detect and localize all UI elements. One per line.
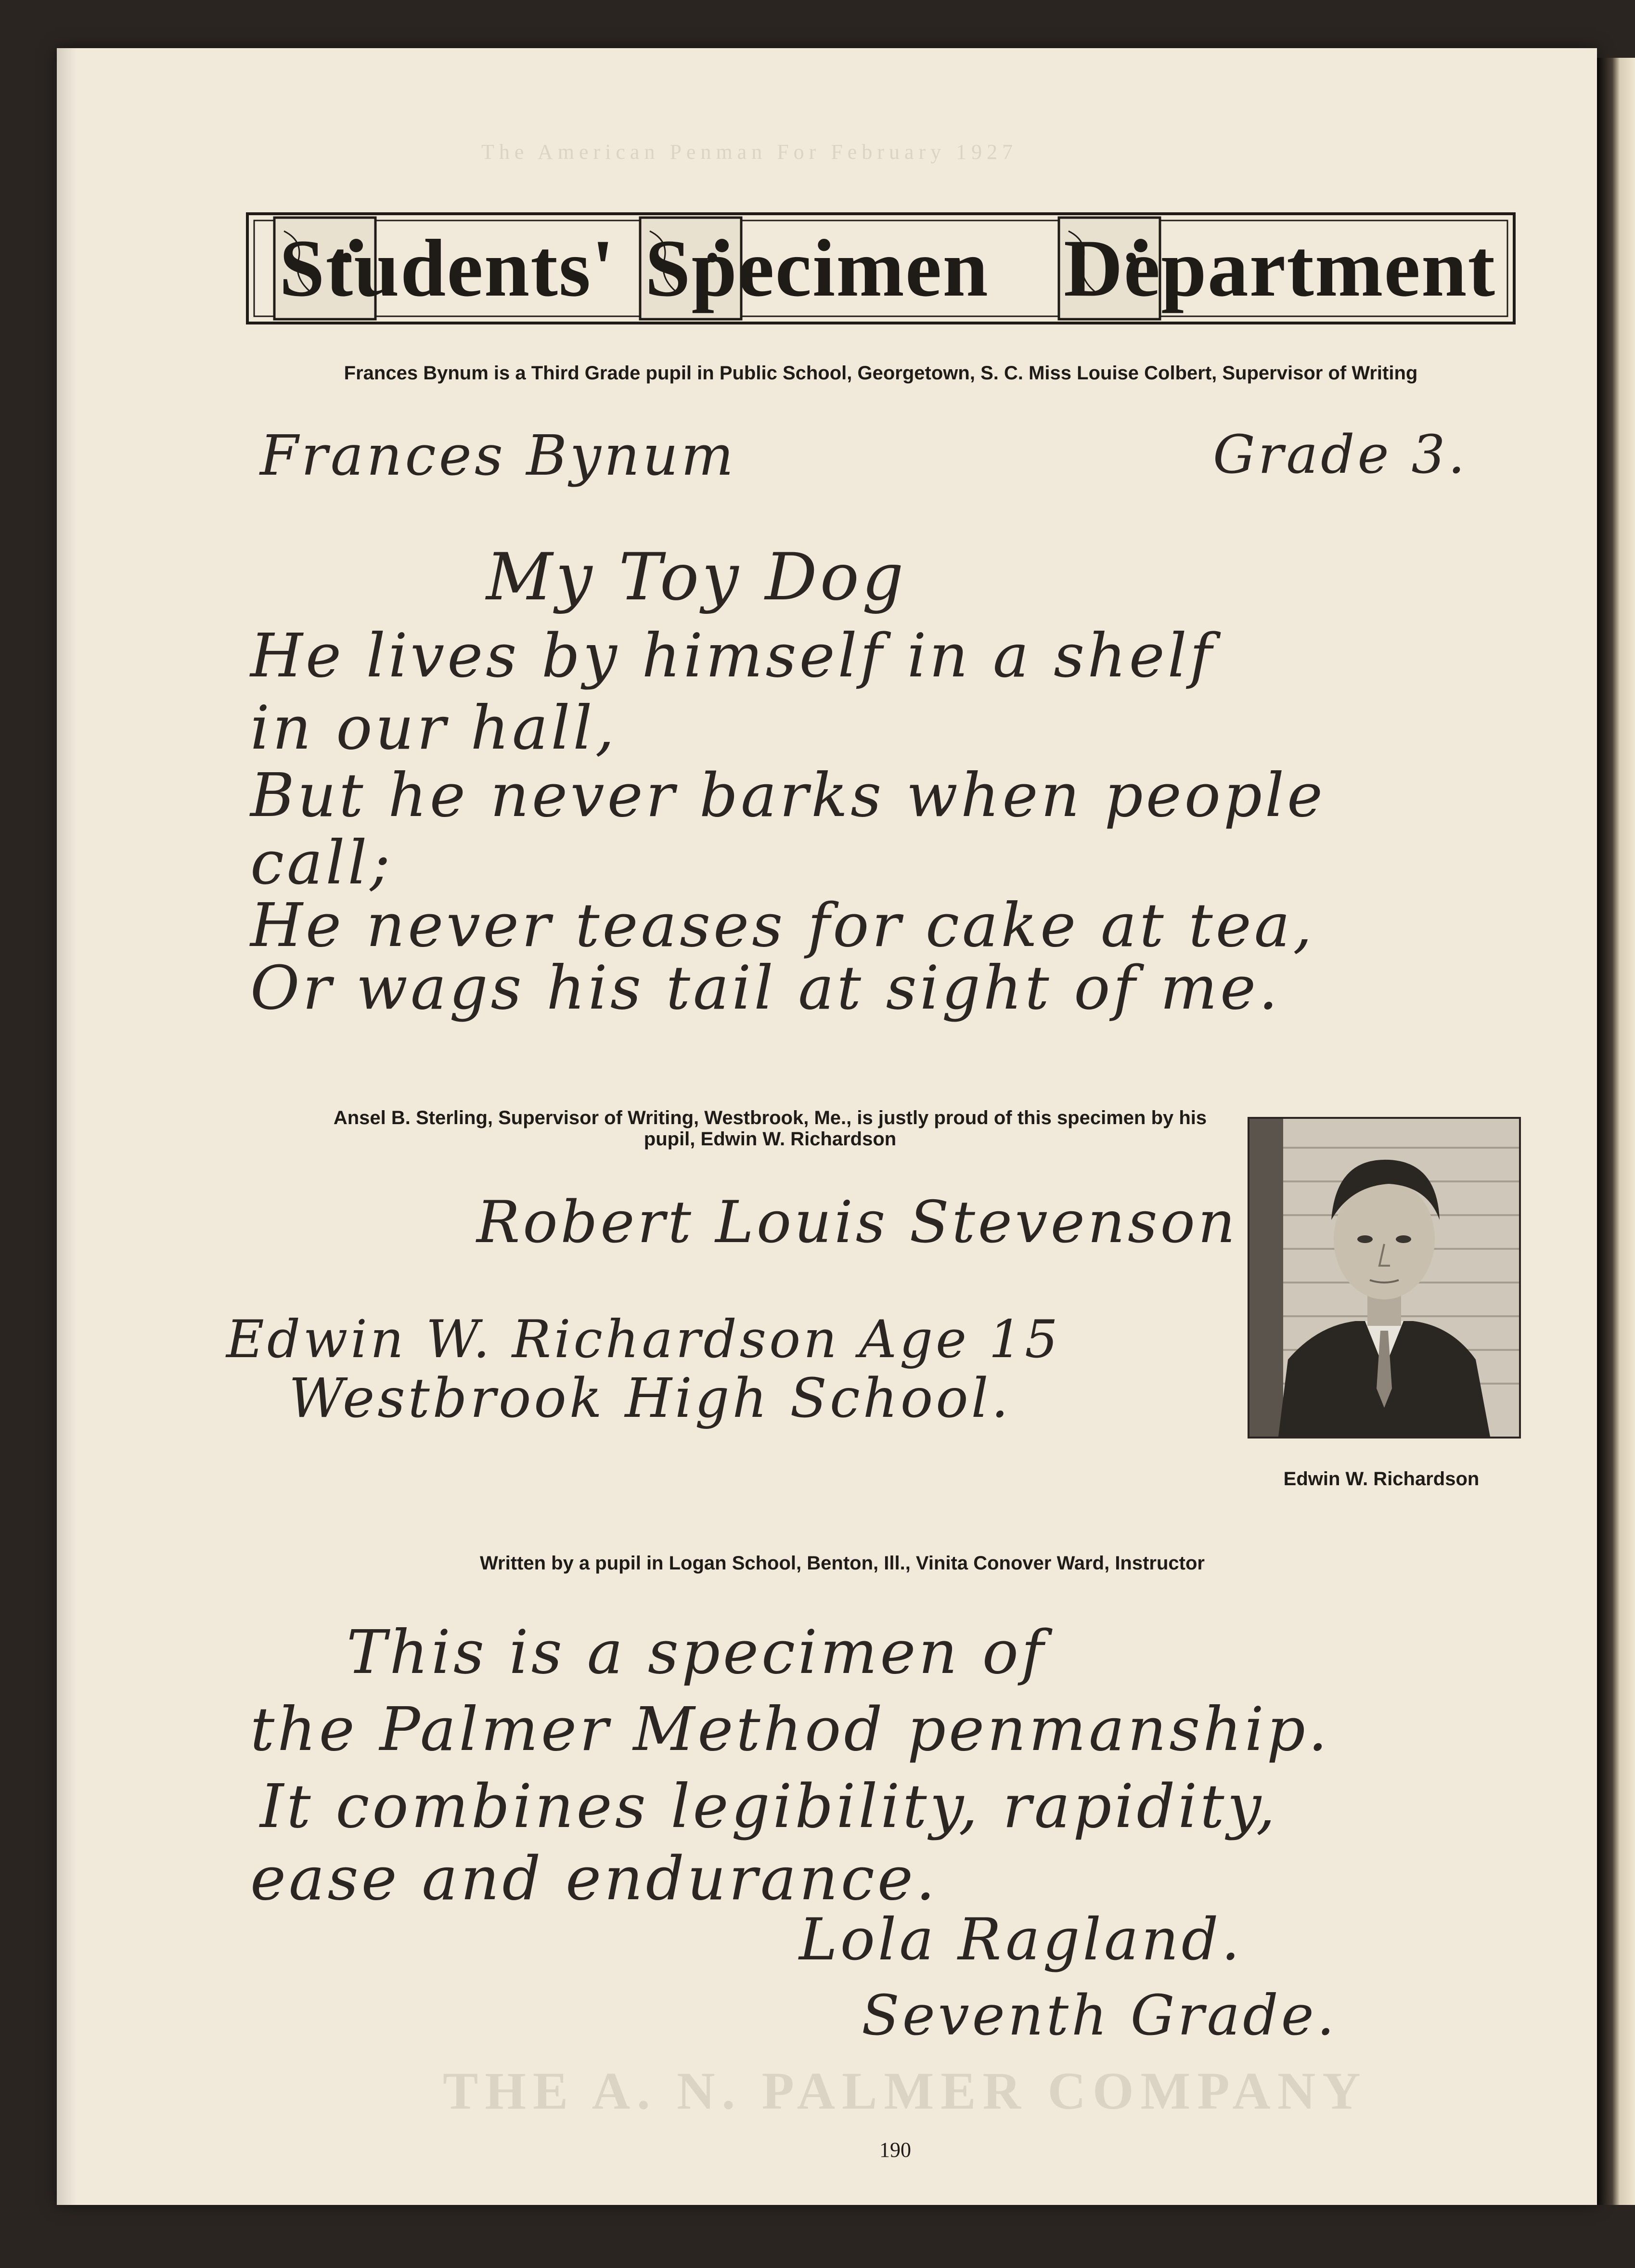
specimen1-line: He lives by himself in a shelf (250, 621, 1215, 691)
specimen3-grade: Seventh Grade. (862, 1983, 1338, 2048)
page-number: 190 (879, 2138, 911, 2162)
banner-word-department: Department (1064, 223, 1496, 313)
specimen1-line: Or wags his tail at sight of me. (250, 953, 1281, 1023)
photo-caption: Edwin W. Richardson (1283, 1468, 1480, 1490)
specimen1-caption: Frances Bynum is a Third Grade pupil in Public School, Georgetown, S. C. Miss Louise Colbert, Supervisor of Writing (344, 363, 1418, 384)
specimen3-line: the Palmer Method penmanship. (250, 1695, 1330, 1764)
specimen2-line: Westbrook High School. (289, 1367, 1012, 1430)
specimen2-caption: Ansel B. Sterling, Supervisor of Writing, Westbrook, Me., is justly proud of this specimen by his pupil, Edwin W. Richardson (333, 1107, 1207, 1150)
specimen3-caption: Written by a pupil in Logan School, Benton, Ill., Vinita Conover Ward, Instructor (480, 1553, 1205, 1574)
adjacent-page-edge (1597, 58, 1635, 2205)
specimen3-line: It combines legibility, rapidity, (260, 1772, 1278, 1841)
specimen3-line: ease and endurance. (250, 1844, 938, 1914)
bleed-through-header: The American Penman For February 1927 (481, 140, 1018, 164)
student-portrait-photo (1248, 1117, 1521, 1439)
bleed-through-footer: THE A. N. PALMER COMPANY (443, 2061, 1367, 2120)
section-banner (245, 212, 1516, 325)
specimen1-grade: Grade 3. (1213, 424, 1468, 485)
specimen2-line: Edwin W. Richardson Age 15 (226, 1309, 1061, 1370)
specimen1-student-name: Frances Bynum (260, 424, 737, 488)
banner-word-specimen: Specimen (645, 223, 989, 313)
portrait-image (1249, 1119, 1519, 1437)
specimen1-poem-title: My Toy Dog (486, 539, 907, 615)
specimen1-line: But he never barks when people (250, 761, 1326, 830)
specimen2-author-name: Robert Louis Stevenson (476, 1189, 1238, 1256)
specimen3-signature: Lola Ragland. (799, 1906, 1243, 1973)
specimen1-line: in our hall, (250, 693, 618, 763)
page-gutter-shade (57, 48, 76, 2205)
specimen1-line: He never teases for cake at tea, (250, 891, 1315, 960)
specimen3-line: This is a specimen of (347, 1618, 1047, 1687)
specimen1-line: call; (250, 828, 393, 898)
banner-word-students: Students' (279, 223, 616, 313)
